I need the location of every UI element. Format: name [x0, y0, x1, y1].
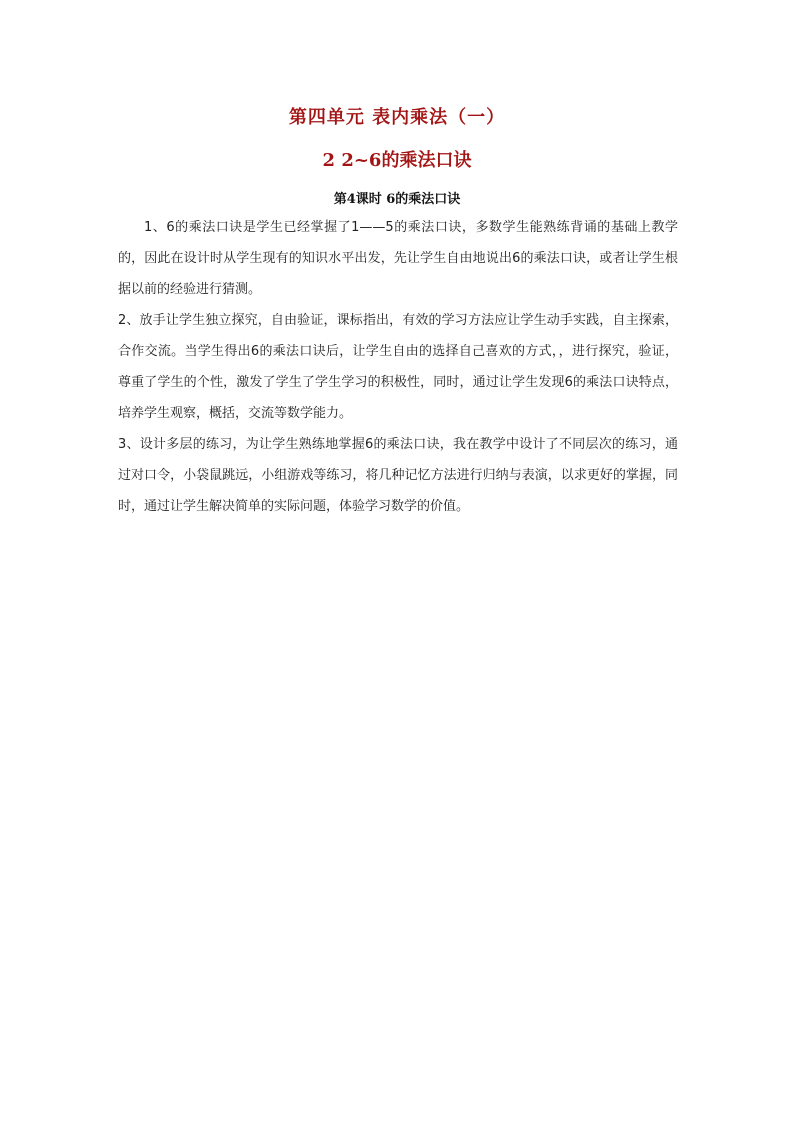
body-text — [118, 212, 678, 522]
section-title: 2 2~6的乘法口诀 — [322, 150, 472, 171]
unit-title: 第四单元 表内乘法（一） — [288, 107, 506, 128]
paragraph-1: 1、6的乘法口诀是学生已经掌握了1——5的乘法口诀，多数学生能熟练背诵的基础上教学的，因此在设计时从学生现有的知识水平出发，先让学生自由地说出6的乘法口诀，或者让学生根据以前的经验进行猜测。 — [118, 220, 678, 297]
lesson-title: 第4课时 6的乘法口诀 — [333, 192, 461, 207]
paragraph-3: 3、设计多层的练习，为让学生熟练地掌握6的乘法口诀，我在教学中设计了不同层次的练习，通过对口令，小袋鼠跳远，小组游戏等练习，将几种记忆方法进行归纳与表演，以求更好的掌握，同时，通过让学生解决简单的实际问题，体验学习数学的价值。 — [118, 437, 678, 514]
paragraph-2: 2、放手让学生独立探究，自由验证，课标指出，有效的学习方法应让学生动手实践，自主探索，合作交流。当学生得出6的乘法口诀后，让学生自由的选择自己喜欢的方式，，进行探究，验证，尊重了学生的个性，激发了学生了学生学习的积极性，同时，通过让学生发现6的乘法口诀特点，培养学生观察，概括，交流等数学能力。 — [118, 313, 678, 421]
